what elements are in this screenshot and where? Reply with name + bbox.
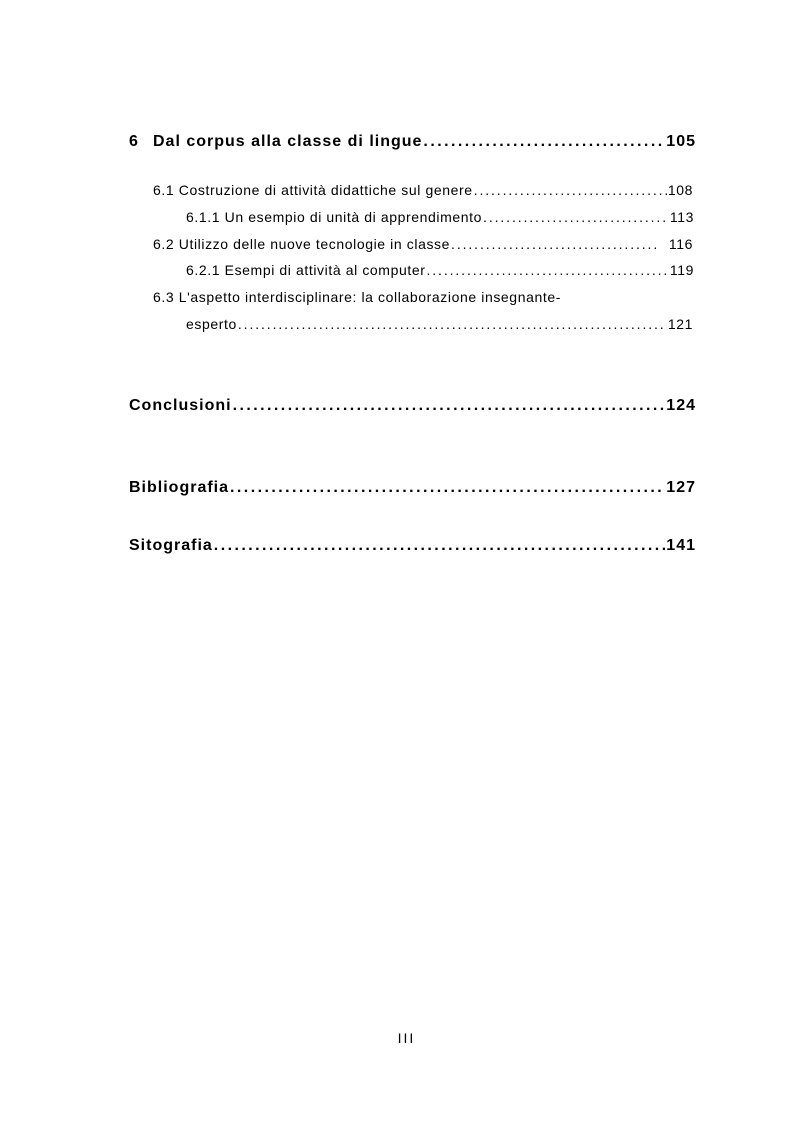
toc-entry-sitografia[interactable] [129,537,696,555]
dot-leader [238,316,667,332]
page-number-footer: III [397,1030,416,1046]
toc-entry-label: 6.1 Costruzione di attività didattiche sul genere [153,182,473,198]
toc-entry-chapter-6[interactable] [129,133,696,151]
toc-entry-conclusioni[interactable] [129,397,696,415]
toc-entry-section-6-1[interactable] [153,182,693,198]
toc-entry-label: Conclusioni [129,397,232,414]
toc-page-number: 124 [666,397,696,414]
toc-page-number: 127 [666,479,696,496]
dot-leader [423,133,665,151]
toc-page-number: 116 [668,236,693,252]
dot-leader [233,397,666,415]
toc-entry-label: Bibliografia [129,479,230,496]
toc-entry-section-6-3-line1[interactable]: 6.3 L'aspetto interdisciplinare: la collaborazione insegnante- [153,289,561,305]
toc-entry-label: 6.2 Utilizzo delle nuove tecnologie in classe [153,236,451,252]
chapter-number: 6 [129,133,139,150]
toc-entry-label: 6.2.1 Esempi di attività al computer [186,262,426,278]
toc-page-number: 119 [669,262,694,278]
dot-leader [474,182,667,198]
chapter-title: Dal corpus alla classe di lingue [153,133,423,150]
toc-entry-bibliografia[interactable] [129,479,696,497]
toc-entry-label [129,133,422,151]
toc-page-number: 108 [667,182,693,198]
toc-entry-section-6-2[interactable] [153,236,693,252]
dot-leader [426,262,668,278]
dot-leader [230,479,665,497]
dot-leader [483,209,669,225]
toc-entry-label: esperto [186,316,237,332]
toc-entry-section-6-3[interactable] [186,316,693,332]
toc-page-number: 121 [667,316,693,332]
toc-entry-label: Sitografia [129,537,213,554]
toc-page-number: 141 [666,537,696,554]
dot-leader [451,236,658,252]
toc-entry-label: 6.1.1 Un esempio di unità di apprendimento [186,209,483,225]
toc-page-number: 113 [669,209,694,225]
dot-leader [214,537,666,555]
toc-entry-section-6-1-1[interactable] [186,209,694,225]
toc-page-number: 105 [666,133,696,150]
toc-entry-section-6-2-1[interactable] [186,262,694,278]
